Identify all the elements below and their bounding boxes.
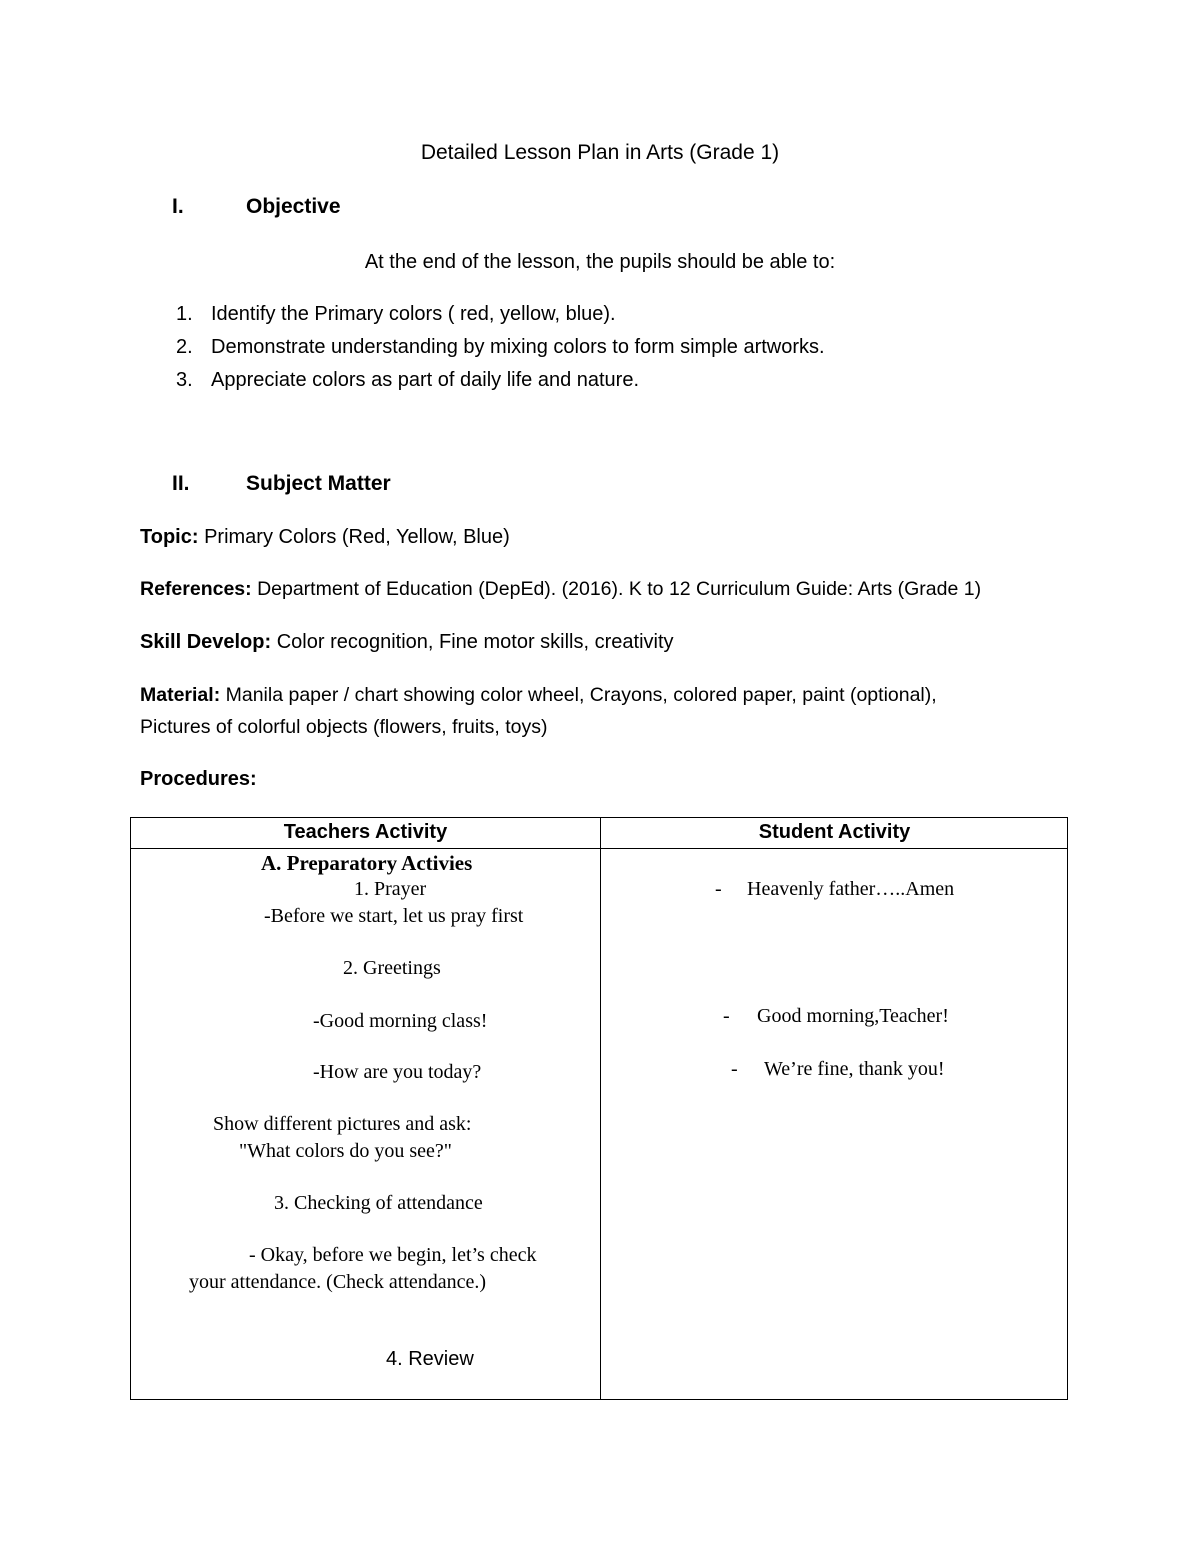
material-line bbox=[140, 684, 937, 707]
greetings-item: 2. Greetings bbox=[343, 957, 441, 979]
objective-item: Appreciate colors as part of daily life and nature. bbox=[211, 369, 640, 391]
references-label: References: bbox=[140, 578, 252, 600]
how-are-you-line: -How are you today? bbox=[313, 1061, 482, 1083]
topic-value: Primary Colors (Red, Yellow, Blue) bbox=[204, 526, 510, 548]
prayer-line: -Before we start, let us pray first bbox=[264, 905, 524, 927]
fine-response: We’re fine, thank you! bbox=[764, 1058, 945, 1080]
objective-item: Identify the Primary colors ( red, yellow, blue). bbox=[211, 303, 616, 325]
objective-intro: At the end of the lesson, the pupils should be able to: bbox=[364, 251, 836, 273]
document-title: Detailed Lesson Plan in Arts (Grade 1) bbox=[420, 141, 780, 164]
objective-item-number: 1. bbox=[176, 303, 193, 325]
show-pictures-line: Show different pictures and ask: bbox=[213, 1113, 472, 1135]
column-divider bbox=[600, 818, 601, 1399]
procedures-table bbox=[130, 817, 1068, 1400]
skill-line bbox=[140, 631, 674, 654]
references-line bbox=[140, 578, 981, 601]
procedures-label: Procedures: bbox=[140, 768, 257, 790]
header-teachers-activity: Teachers Activity bbox=[283, 821, 448, 843]
prayer-item: 1. Prayer bbox=[354, 878, 427, 900]
section-numeral-subject-matter: II. bbox=[172, 472, 190, 495]
objective-item-number: 3. bbox=[176, 369, 193, 391]
response-dash: - bbox=[731, 1058, 738, 1080]
attendance-line: - Okay, before we begin, let’s check bbox=[249, 1244, 537, 1266]
material-value: Manila paper / chart showing color wheel, Crayons, colored paper, paint (optional), bbox=[225, 684, 937, 706]
attendance-line: your attendance. (Check attendance.) bbox=[189, 1271, 487, 1293]
preparatory-activities-heading: A. Preparatory Activies bbox=[261, 851, 473, 875]
header-divider bbox=[131, 848, 1067, 849]
skill-label: Skill Develop: bbox=[140, 631, 272, 653]
skill-value: Color recognition, Fine motor skills, creativity bbox=[276, 631, 674, 653]
greeting-response: Good morning,Teacher! bbox=[757, 1005, 949, 1027]
what-colors-line: "What colors do you see?" bbox=[239, 1140, 452, 1162]
section-numeral-objective: I. bbox=[172, 195, 184, 218]
section-heading-subject-matter: Subject Matter bbox=[246, 472, 391, 495]
header-student-activity: Student Activity bbox=[758, 821, 911, 843]
topic-line bbox=[140, 526, 510, 549]
section-heading-objective: Objective bbox=[246, 195, 341, 218]
objective-item: Demonstrate understanding by mixing colors to form simple artworks. bbox=[211, 336, 825, 358]
references-value: Department of Education (DepEd). (2016). K to 12 Curriculum Guide: Arts (Grade 1) bbox=[257, 578, 982, 600]
good-morning-line: -Good morning class! bbox=[313, 1010, 488, 1032]
objective-item-number: 2. bbox=[176, 336, 193, 358]
attendance-item: 3. Checking of attendance bbox=[274, 1192, 483, 1214]
material-value-continued: Pictures of colorful objects (flowers, fruits, toys) bbox=[140, 716, 548, 738]
topic-label: Topic: bbox=[140, 526, 199, 548]
response-dash: - bbox=[715, 878, 722, 900]
review-item: 4. Review bbox=[386, 1348, 474, 1370]
prayer-response: Heavenly father…..Amen bbox=[747, 878, 955, 900]
response-dash: - bbox=[723, 1005, 730, 1027]
material-label: Material: bbox=[140, 684, 221, 706]
